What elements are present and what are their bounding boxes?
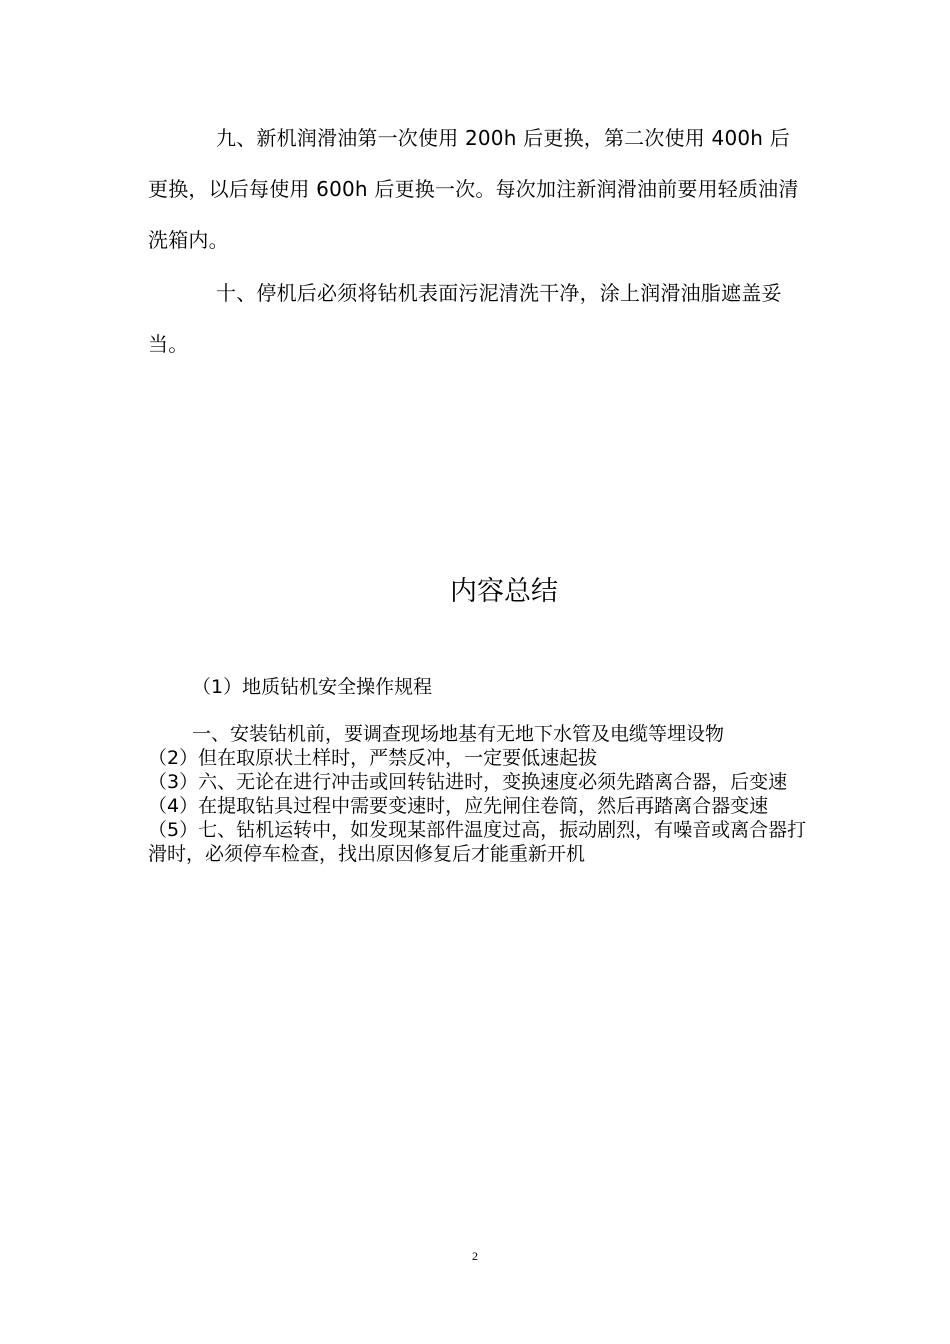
summary-item: 一、安装钻机前，要调查现场地基有无地下水管及电缆等埋设物: [192, 723, 725, 745]
summary-subheading: （1）地质钻机安全操作规程: [192, 676, 433, 698]
paragraph-nine: 九、新机润滑油第一次使用 200h 后更换，第二次使用 400h 后更换，以后每使用 600h 后更换一次。每次加注新润滑油前要用轻质油清洗箱内。: [148, 126, 799, 252]
summary-list: [148, 722, 808, 866]
summary-item: （4）在提取钻具过程中需要变速时，应先闸住卷筒，然后再踏离合器变速: [148, 795, 769, 817]
summary-item: （3）六、无论在进行冲击或回转钻进时，变换速度必须先踏离合器，后变速: [148, 771, 788, 793]
summary-item: （5）七、钻机运转中，如发现某部件温度过高，振动剧烈，有噪音或离合器打滑时，必须停车检查，找出原因修复后才能重新开机: [148, 819, 807, 865]
summary-title: 内容总结: [450, 576, 558, 607]
summary-item: （2）但在取原状土样时，严禁反冲，一定要低速起拔: [148, 747, 598, 769]
page-number: 2: [472, 1249, 478, 1263]
paragraph-ten: 十、停机后必须将钻机表面污泥清洗干净，涂上润滑油脂遮盖妥当。: [148, 281, 782, 356]
